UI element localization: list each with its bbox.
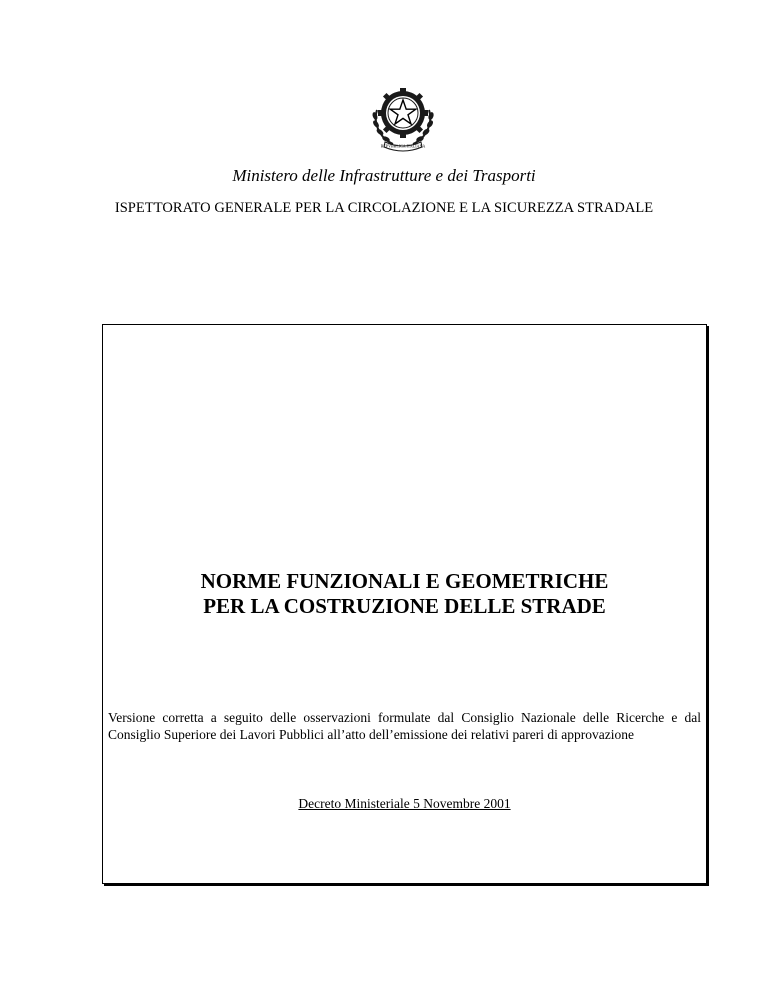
ministry-name: Ministero delle Infrastrutture e dei Trasporti [232, 166, 536, 185]
decree-reference [103, 795, 706, 812]
cover-box [102, 324, 707, 884]
italian-republic-emblem-icon [367, 80, 439, 152]
svg-text:REPVBBLICA ITALIANA: REPVBBLICA ITALIANA [380, 143, 426, 149]
inspectorate-name: ISPETTORATO GENERALE PER LA CIRCOLAZIONE E LA SICUREZZA STRADALE [114, 200, 654, 216]
decree-text: Decreto Ministeriale 5 Novembre 2001 [298, 796, 511, 811]
document-title [103, 569, 706, 619]
document-title-line-1: NORME FUNZIONALI E GEOMETRICHE [200, 569, 609, 593]
document-title-line-2: PER LA COSTRUZIONE DELLE STRADE [203, 594, 606, 618]
version-note: Versione corretta a seguito delle osservazioni formulate dal Consiglio Nazionale delle Ricerche e dal Consiglio Superiore dei Lavori Pubblici all’atto dell’emissione dei relativi pareri di approvazione [108, 710, 701, 742]
